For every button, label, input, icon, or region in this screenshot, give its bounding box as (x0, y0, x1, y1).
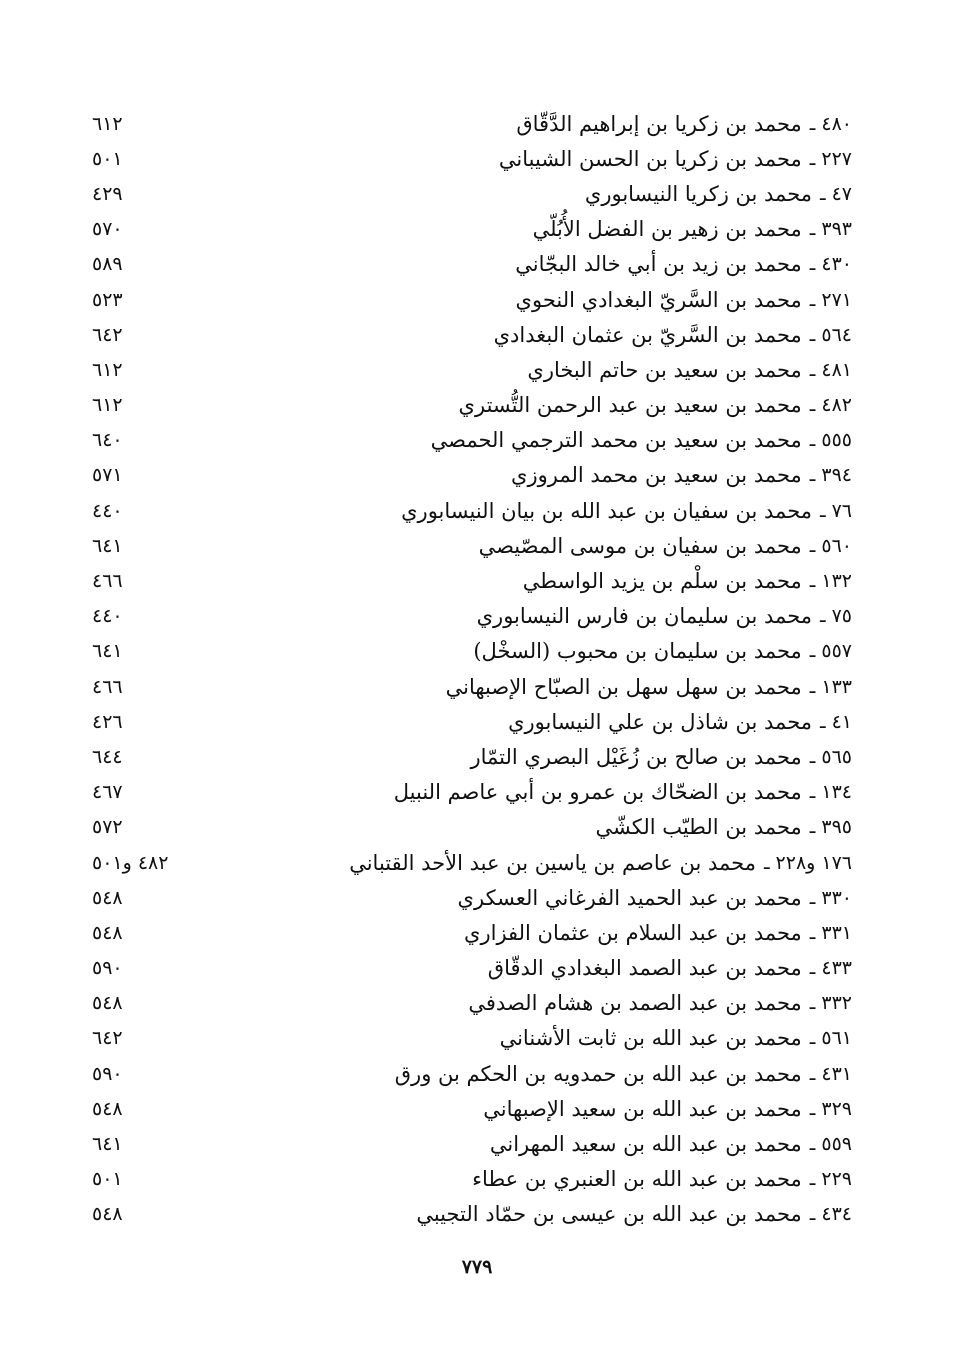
index-entry (92, 563, 852, 598)
entry-name: محمد بن عبد الله بن سعيد الإصبهاني (483, 1096, 802, 1121)
entry-dash: ـ (809, 992, 816, 1015)
entry-number: ٣٩٣ (821, 218, 852, 241)
entry-number: ٤٨٠ (821, 112, 852, 135)
entry-number: ٤٨١ (821, 358, 852, 381)
entry-page-ref: ٥٤٨ (92, 1203, 123, 1226)
entry-name: محمد بن سليمان بن فارس النيسابوري (476, 604, 812, 629)
entry-name: محمد بن عبد الله بن حمدويه بن الحكم بن ورق (394, 1061, 802, 1086)
entry-name: محمد بن عبد الصمد بن هشام الصدفي (468, 991, 802, 1016)
entry-dash: ـ (820, 182, 826, 205)
entry-name: محمد بن عبد الحميد الفرغاني العسكري (457, 885, 802, 910)
entry-name: محمد بن سعيد بن محمد الترجمي الحمصي (430, 428, 802, 453)
entry-name: محمد بن سعيد بن محمد المروزي (511, 463, 802, 488)
index-entry (92, 247, 852, 282)
index-entry (92, 739, 852, 774)
entry-main (500, 1026, 852, 1050)
entry-number: ٥٥٩ (821, 1133, 852, 1156)
entry-dash: ـ (809, 640, 816, 663)
entry-name: محمد بن الطيّب الكشّي (595, 815, 802, 840)
entry-name: محمد بن زكريا النيسابوري (584, 181, 812, 206)
index-entry (92, 282, 852, 317)
entry-name: محمد بن عبد السلام بن عثمان الفزاري (464, 920, 802, 945)
entry-main (479, 534, 852, 558)
entry-name: محمد بن سعيد بن عبد الرحمن التُّستري (458, 393, 802, 418)
index-entry (92, 599, 852, 634)
index-entry (92, 951, 852, 986)
entry-page-ref: ٥٩٠ (92, 957, 123, 980)
entry-name: محمد بن عاصم بن ياسين بن عبد الأحد القتباني (349, 850, 756, 875)
entry-page-ref: ٥٧٢ (92, 816, 123, 839)
index-entry (92, 352, 852, 387)
index-entry (92, 141, 852, 176)
entry-dash: ـ (809, 1203, 816, 1226)
entry-dash: ـ (809, 957, 816, 980)
entry-name: محمد بن سهل سهل بن الصبّاح الإصبهاني (445, 674, 802, 699)
entry-name: محمد بن شاذل بن علي النيسابوري (508, 709, 812, 734)
entry-number: ٥٦٥ (821, 745, 852, 768)
entry-name: محمد بن الضحّاك بن عمرو بن أبي عاصم النبيل (393, 780, 802, 805)
entry-number: ٥٥٥ (821, 429, 852, 452)
index-entry (92, 1197, 852, 1232)
entry-main (477, 604, 852, 628)
entry-number: ٢٧١ (821, 288, 852, 311)
entry-dash: ـ (809, 675, 816, 698)
entry-page-ref: ٦١٢ (92, 394, 123, 417)
entry-number: ١٣٤ (821, 781, 852, 804)
entry-number: ٣٣١ (821, 921, 852, 944)
entry-main (468, 991, 852, 1015)
index-entry (92, 1162, 852, 1197)
entry-dash: ـ (809, 1062, 816, 1085)
entry-dash: ـ (763, 851, 770, 874)
entry-page-ref: ٤٤٠ (92, 499, 123, 522)
entry-number: ٤٨٢ (821, 394, 852, 417)
entry-name: محمد بن عبد الله بن العنبري بن عطاء (472, 1167, 802, 1192)
entry-main (516, 112, 852, 136)
entry-dash: ـ (809, 534, 816, 557)
entry-number: ٤٣٣ (821, 957, 852, 980)
entry-main (431, 428, 852, 452)
entry-main (401, 499, 852, 523)
entry-page-ref: ٥٤٨ (92, 992, 123, 1015)
entry-main (595, 815, 852, 839)
entry-number: ٣٣٢ (821, 992, 852, 1015)
entry-main (523, 569, 852, 593)
entry-page-ref: ٤٨٢ و٥٠١ (92, 851, 169, 874)
entry-dash: ـ (809, 886, 816, 909)
entry-main (459, 393, 852, 417)
entry-name: محمد بن عبد الصمد البغدادي الدقّاق (487, 956, 802, 981)
entry-dash: ـ (809, 288, 816, 311)
entry-page-ref: ٥٤٨ (92, 886, 123, 909)
entry-page-ref: ٤٤٠ (92, 605, 123, 628)
entry-dash: ـ (809, 1133, 816, 1156)
entry-number: ٤١ (831, 710, 852, 733)
entry-page-ref: ٤٦٦ (92, 570, 123, 593)
entry-number: ٤٣١ (821, 1062, 852, 1085)
entry-page-ref: ٦١٢ (92, 358, 123, 381)
entry-number: ١٧٦ و٢٢٨ (775, 851, 852, 874)
index-entry (92, 810, 852, 845)
page-number: ٧٧٩ (461, 1256, 493, 1278)
entry-name: محمد بن زيد بن أبي خالد البجّاني (515, 252, 802, 277)
entry-dash: ـ (809, 570, 816, 593)
entry-page-ref: ٦٤٠ (92, 429, 123, 452)
entry-dash: ـ (809, 429, 816, 452)
entry-page-ref: ٥٨٩ (92, 253, 123, 276)
entry-name: محمد بن عبد الله بن سعيد المهراني (489, 1132, 802, 1157)
entry-main (533, 217, 852, 241)
entry-dash: ـ (809, 1027, 816, 1050)
entry-main (488, 956, 852, 980)
index-entry (92, 986, 852, 1021)
index-entry (92, 704, 852, 739)
entry-name: محمد بن عبد الله بن ثابت الأشناني (499, 1026, 802, 1051)
entry-page-ref: ٥٤٨ (92, 921, 123, 944)
entry-page-ref: ٦٤١ (92, 640, 123, 663)
entry-page-ref: ٦١٢ (92, 112, 123, 135)
index-entry (92, 528, 852, 563)
entry-main (471, 745, 853, 769)
index-entry (92, 880, 852, 915)
entry-number: ٤٧ (831, 182, 852, 205)
entry-name: محمد بن سعيد بن حاتم البخاري (527, 357, 802, 382)
entry-main (394, 780, 852, 804)
entry-main (508, 710, 852, 734)
entry-main (585, 182, 852, 206)
index-entry (92, 1021, 852, 1056)
index-entry (92, 1126, 852, 1161)
entry-dash: ـ (809, 253, 816, 276)
entry-main (490, 1132, 852, 1156)
entry-name: محمد بن عبد الله بن عيسى بن حمّاد التجيبي (416, 1202, 802, 1227)
entry-main (516, 288, 852, 312)
entry-number: ٣٩٤ (821, 464, 852, 487)
entry-page-ref: ٦٤١ (92, 1133, 123, 1156)
entry-name: محمد بن السَّريّ البغدادي النحوي (515, 287, 802, 312)
index-entry (92, 388, 852, 423)
entry-page-ref: ٤٦٦ (92, 675, 123, 698)
index-entry (92, 915, 852, 950)
entry-number: ٥٦٠ (821, 534, 852, 557)
entry-page-ref: ٥٧٠ (92, 218, 123, 241)
index-entry (92, 458, 852, 493)
entry-page-ref: ٥٩٠ (92, 1062, 123, 1085)
entry-page-ref: ٦٤١ (92, 534, 123, 557)
index-entry (92, 775, 852, 810)
entry-page-ref: ٥٠١ (92, 147, 123, 170)
entry-name: محمد بن سفيان بن موسى المصّيصي (478, 533, 802, 558)
entry-page-ref: ٥٤٨ (92, 1097, 123, 1120)
entry-number: ٣٩٥ (821, 816, 852, 839)
index-entry (92, 317, 852, 352)
entry-name: محمد بن سلْم بن يزيد الواسطي (522, 569, 802, 594)
entry-name: محمد بن سليمان بن محبوب (السخْل) (473, 639, 802, 664)
entry-dash: ـ (809, 921, 816, 944)
entry-main (446, 675, 852, 699)
index-entry (92, 212, 852, 247)
entry-number: ٣٣٠ (821, 886, 852, 909)
entry-number: ٤٣٠ (821, 253, 852, 276)
index-entry (92, 669, 852, 704)
entry-main (515, 252, 852, 276)
entry-name: محمد بن زكريا بن الحسن الشيباني (498, 146, 802, 171)
index-entry (92, 493, 852, 528)
entry-main (499, 147, 852, 171)
entry-page-ref: ٤٢٦ (92, 710, 123, 733)
entry-number: ١٣٣ (821, 675, 852, 698)
entry-main (472, 1167, 852, 1191)
entry-name: محمد بن سفيان بن عبد الله بن بيان النيسابوري (401, 498, 812, 523)
entry-name: محمد بن زكريا بن إبراهيم الدَّقّاق (516, 111, 802, 136)
entry-page-ref: ٤٦٧ (92, 781, 123, 804)
entry-main (511, 463, 852, 487)
entry-name: محمد بن السَّريّ بن عثمان البغدادي (493, 322, 802, 347)
entry-dash: ـ (809, 464, 816, 487)
entry-main (494, 323, 852, 347)
entry-page-ref: ٤٢٩ (92, 182, 123, 205)
index-entry (92, 845, 852, 880)
entry-dash: ـ (820, 605, 826, 628)
entry-number: ٧٥ (831, 605, 852, 628)
entry-dash: ـ (809, 323, 816, 346)
entry-main (527, 358, 852, 382)
index-entry (92, 176, 852, 211)
entry-number: ٥٥٧ (821, 640, 852, 663)
entry-main (464, 921, 852, 945)
entry-page-ref: ٥٠١ (92, 1168, 123, 1191)
entry-dash: ـ (809, 1097, 816, 1120)
index-entry (92, 106, 852, 141)
entry-number: ١٣٢ (821, 570, 852, 593)
entry-page-ref: ٥٢٣ (92, 288, 123, 311)
entry-main (395, 1062, 852, 1086)
entry-number: ٢٢٧ (821, 147, 852, 170)
entry-number: ٥٦٤ (821, 323, 852, 346)
entry-dash: ـ (809, 745, 816, 768)
index-entry (92, 1091, 852, 1126)
entry-dash: ـ (809, 147, 816, 170)
entry-dash: ـ (820, 710, 826, 733)
entry-name: محمد بن صالح بن زُغَيْل البصري التمّار (470, 744, 802, 769)
entry-main (473, 639, 852, 663)
entry-number: ٧٦ (831, 499, 852, 522)
entry-dash: ـ (809, 816, 816, 839)
entry-dash: ـ (820, 499, 826, 522)
index-entry (92, 634, 852, 669)
entry-dash: ـ (809, 218, 816, 241)
entry-number: ٥٦١ (821, 1027, 852, 1050)
entry-page-ref: ٥٧١ (92, 464, 123, 487)
index-entry (92, 423, 852, 458)
entry-main (458, 886, 852, 910)
entry-name: محمد بن زهير بن الفضل الأُبُلّي (532, 217, 802, 242)
entry-dash: ـ (809, 358, 816, 381)
entry-number: ٢٢٩ (821, 1168, 852, 1191)
entry-number: ٤٣٤ (821, 1203, 852, 1226)
entry-dash: ـ (809, 1168, 816, 1191)
entry-number: ٣٢٩ (821, 1097, 852, 1120)
index-list (92, 106, 852, 1232)
entry-dash: ـ (809, 112, 816, 135)
entry-page-ref: ٦٤٢ (92, 1027, 123, 1050)
entry-dash: ـ (809, 781, 816, 804)
entry-page-ref: ٦٤٢ (92, 323, 123, 346)
entry-main (349, 851, 852, 875)
entry-main (416, 1202, 852, 1226)
entry-page-ref: ٦٤٤ (92, 745, 123, 768)
entry-dash: ـ (809, 394, 816, 417)
entry-main (483, 1097, 852, 1121)
index-entry (92, 1056, 852, 1091)
